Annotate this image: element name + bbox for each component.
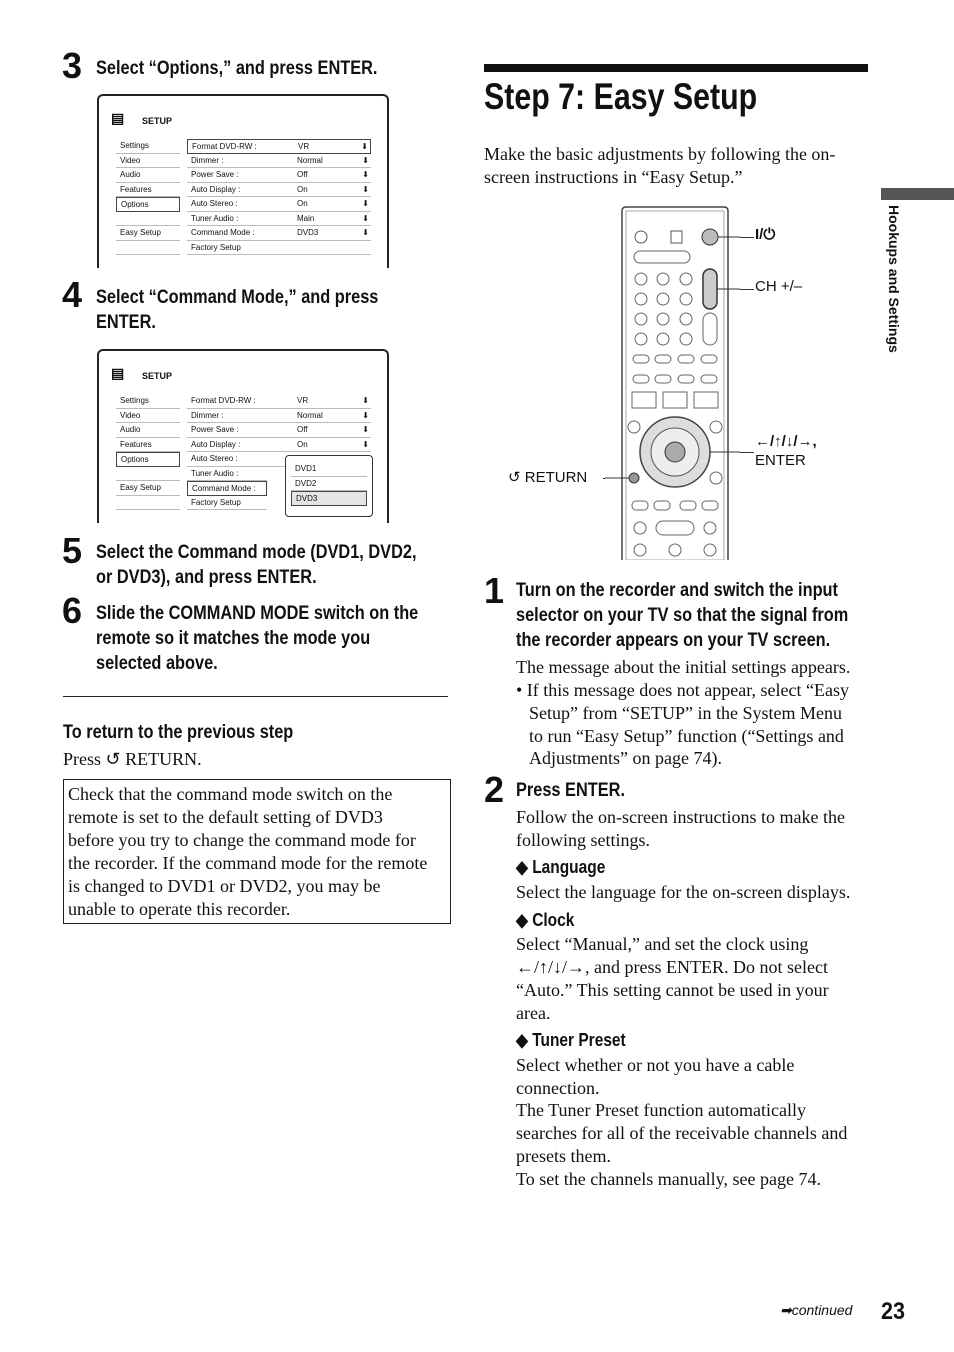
item-row: Auto Display : On ⬇ (187, 438, 371, 453)
setup-menu (116, 139, 180, 255)
down-arrow-icon: ⬇ (362, 213, 369, 223)
return-text: Press ↺ RETURN. (63, 749, 202, 769)
popup-option: DVD1 (291, 462, 367, 477)
item-row: Factory Setup (187, 496, 267, 511)
page-number: 23 (881, 1298, 906, 1325)
setup-screen-options (97, 94, 389, 268)
tuner-text: presets them. (516, 1146, 611, 1166)
step-6-line2: remote so it matches the mode you (96, 628, 371, 649)
setup-screen-command-mode (97, 349, 389, 523)
item-row: Dimmer : Normal ⬇ (187, 154, 371, 169)
menu-item-selected: Options (116, 197, 180, 212)
step-3-title: Select “Options,” and press ENTER. (96, 58, 378, 79)
step-1-bullet: Adjustments” on page 74). (529, 748, 722, 768)
tuner-text: connection. (516, 1078, 600, 1098)
clock-text: area. (516, 1003, 551, 1023)
down-arrow-icon: ⬇ (362, 155, 369, 165)
heading-rule (484, 64, 868, 72)
tuner-preset-heading: ◆ Tuner Preset (516, 1030, 626, 1050)
callout-line (740, 289, 754, 290)
step-1-bullet: • If this message does not appear, select “Easy (516, 680, 849, 700)
menu-item (116, 241, 180, 256)
step-2-number: 2 (484, 769, 505, 810)
callout-line (740, 237, 754, 238)
clock-text: Select “Manual,” and set the clock using (516, 934, 809, 954)
item-row: Tuner Audio : (187, 467, 267, 482)
step-6-line1: Slide the COMMAND MODE switch on the (96, 603, 419, 624)
menu-item (116, 467, 180, 482)
step-3-number: 3 (62, 45, 83, 86)
down-arrow-icon: ⬇ (362, 410, 369, 420)
note-line: is changed to DVD1 or DVD2, you may be (68, 876, 381, 896)
intro-line2: screen instructions in “Easy Setup.” (484, 167, 743, 187)
item-row: Auto Stereo : On ⬇ (187, 197, 371, 212)
step-1-line1: Turn on the recorder and switch the input (516, 580, 838, 601)
note-line: the recorder. If the command mode for the remote (68, 853, 428, 873)
setup-title: SETUP (142, 116, 173, 126)
item-row: Dimmer : Normal ⬇ (187, 409, 371, 424)
down-arrow-icon: ⬇ (362, 184, 369, 194)
menu-item-selected: Options (116, 452, 180, 467)
step-5-number: 5 (62, 530, 83, 571)
down-arrow-icon: ⬇ (362, 425, 369, 434)
clock-text: ←/↑/↓/→, and press ENTER. Do not select (516, 957, 828, 977)
item-row: Auto Stereo : (187, 452, 371, 467)
down-arrow-icon: ⬇ (362, 199, 369, 208)
menu-item: Audio (116, 168, 180, 183)
arrow-buttons-label: ←/↑/↓/→, (755, 433, 817, 450)
item-row: Power Save : Off ⬇ (187, 168, 371, 183)
ch-button-label: CH +/– (755, 278, 803, 295)
item-row: Tuner Audio : Main ⬇ (187, 212, 371, 227)
menu-item: Easy Setup (116, 481, 180, 496)
menu-item: Settings (116, 394, 180, 409)
language-text: Select the language for the on-screen displays. (516, 882, 851, 902)
setup-items (187, 139, 371, 255)
tuner-text: searches for all of the receivable channels and (516, 1123, 848, 1143)
down-arrow-icon: ⬇ (362, 170, 369, 179)
step-1-line3: the recorder appears on your TV screen. (516, 630, 831, 651)
note-box (63, 779, 451, 924)
step-4-number: 4 (62, 274, 83, 315)
item-row: Format DVD-RW : VR ⬇ (187, 139, 371, 154)
page-heading: Step 7: Easy Setup (484, 76, 758, 117)
menu-item (116, 212, 180, 227)
clock-text: “Auto.” This setting cannot be used in your (516, 980, 829, 1000)
note-line: unable to operate this recorder. (68, 899, 291, 919)
step-6-line3: selected above. (96, 653, 218, 674)
down-arrow-icon: ⬇ (362, 228, 369, 237)
step-5-line1: Select the Command mode (DVD1, DVD2, (96, 542, 417, 563)
step-1-body: The message about the initial settings appears. (516, 657, 851, 677)
step-2-body: following settings. (516, 830, 650, 850)
intro-line1: Make the basic adjustments by following the on- (484, 144, 836, 164)
section-tab-label: Hookups and Settings (886, 205, 902, 353)
menu-item: Features (116, 183, 180, 198)
step-4-title-line1: Select “Command Mode,” and press (96, 287, 379, 308)
note-line: Check that the command mode switch on the (68, 784, 393, 804)
down-arrow-icon: ⬇ (362, 439, 369, 449)
menu-item: Audio (116, 423, 180, 438)
clock-heading: ◆ Clock (516, 910, 575, 930)
item-row: Auto Display : On ⬇ (187, 183, 371, 198)
callout-line (740, 452, 754, 453)
divider (63, 696, 448, 697)
popup-option: DVD2 (291, 477, 367, 492)
note-line: before you try to change the command mode for (68, 830, 416, 850)
down-arrow-icon: ⬇ (361, 142, 368, 151)
menu-item: Video (116, 154, 180, 169)
step-1-bullet: Setup” from “SETUP” in the System Menu (529, 703, 842, 723)
step-4-title-line2: ENTER. (96, 312, 156, 333)
tuner-text: Select whether or not you have a cable (516, 1055, 795, 1075)
step-2-body: Follow the on-screen instructions to make the (516, 807, 845, 827)
item-row-selected: Command Mode : (187, 481, 267, 496)
tuner-text: The Tuner Preset function automatically (516, 1100, 806, 1120)
section-tab-bar (881, 188, 954, 200)
return-heading: To return to the previous step (63, 722, 294, 743)
popup-option-selected: DVD3 (291, 491, 367, 506)
item-row: Command Mode : DVD3 ⬇ (187, 226, 371, 241)
remote-control-illustration (600, 205, 740, 560)
setup-menu (116, 394, 180, 510)
step-1-bullet: to run “Easy Setup” function (“Settings and (529, 726, 844, 746)
return-button-label: ↺ RETURN (508, 469, 588, 486)
menu-item: Features (116, 438, 180, 453)
power-button-label: I/⏻ (755, 226, 776, 243)
continued-label: ➡continued (780, 1302, 853, 1318)
setup-icon: ▤ (111, 110, 125, 126)
menu-item: Easy Setup (116, 226, 180, 241)
down-arrow-icon: ⬇ (362, 396, 369, 405)
step-2-title: Press ENTER. (516, 780, 625, 801)
note-line: remote is set to the default setting of DVD3 (68, 807, 383, 827)
menu-item (116, 496, 180, 511)
setup-title: SETUP (142, 371, 173, 381)
menu-item: Settings (116, 139, 180, 154)
item-row: Factory Setup (187, 241, 371, 256)
callout-line (603, 478, 605, 479)
tuner-text: To set the channels manually, see page 74. (516, 1169, 821, 1189)
step-1-line2: selector on your TV so that the signal from (516, 605, 849, 626)
item-row: Format DVD-RW : VR ⬇ (187, 394, 371, 409)
section-tab (884, 205, 904, 370)
step-6-number: 6 (62, 590, 83, 631)
menu-item: Video (116, 409, 180, 424)
command-mode-popup (285, 455, 373, 517)
step-5-line2: or DVD3), and press ENTER. (96, 567, 317, 588)
enter-button-label: ENTER (755, 452, 806, 469)
setup-icon: ▤ (111, 365, 125, 381)
item-row: Power Save : Off ⬇ (187, 423, 371, 438)
step-1-number: 1 (484, 570, 505, 611)
language-heading: ◆ Language (516, 857, 606, 877)
